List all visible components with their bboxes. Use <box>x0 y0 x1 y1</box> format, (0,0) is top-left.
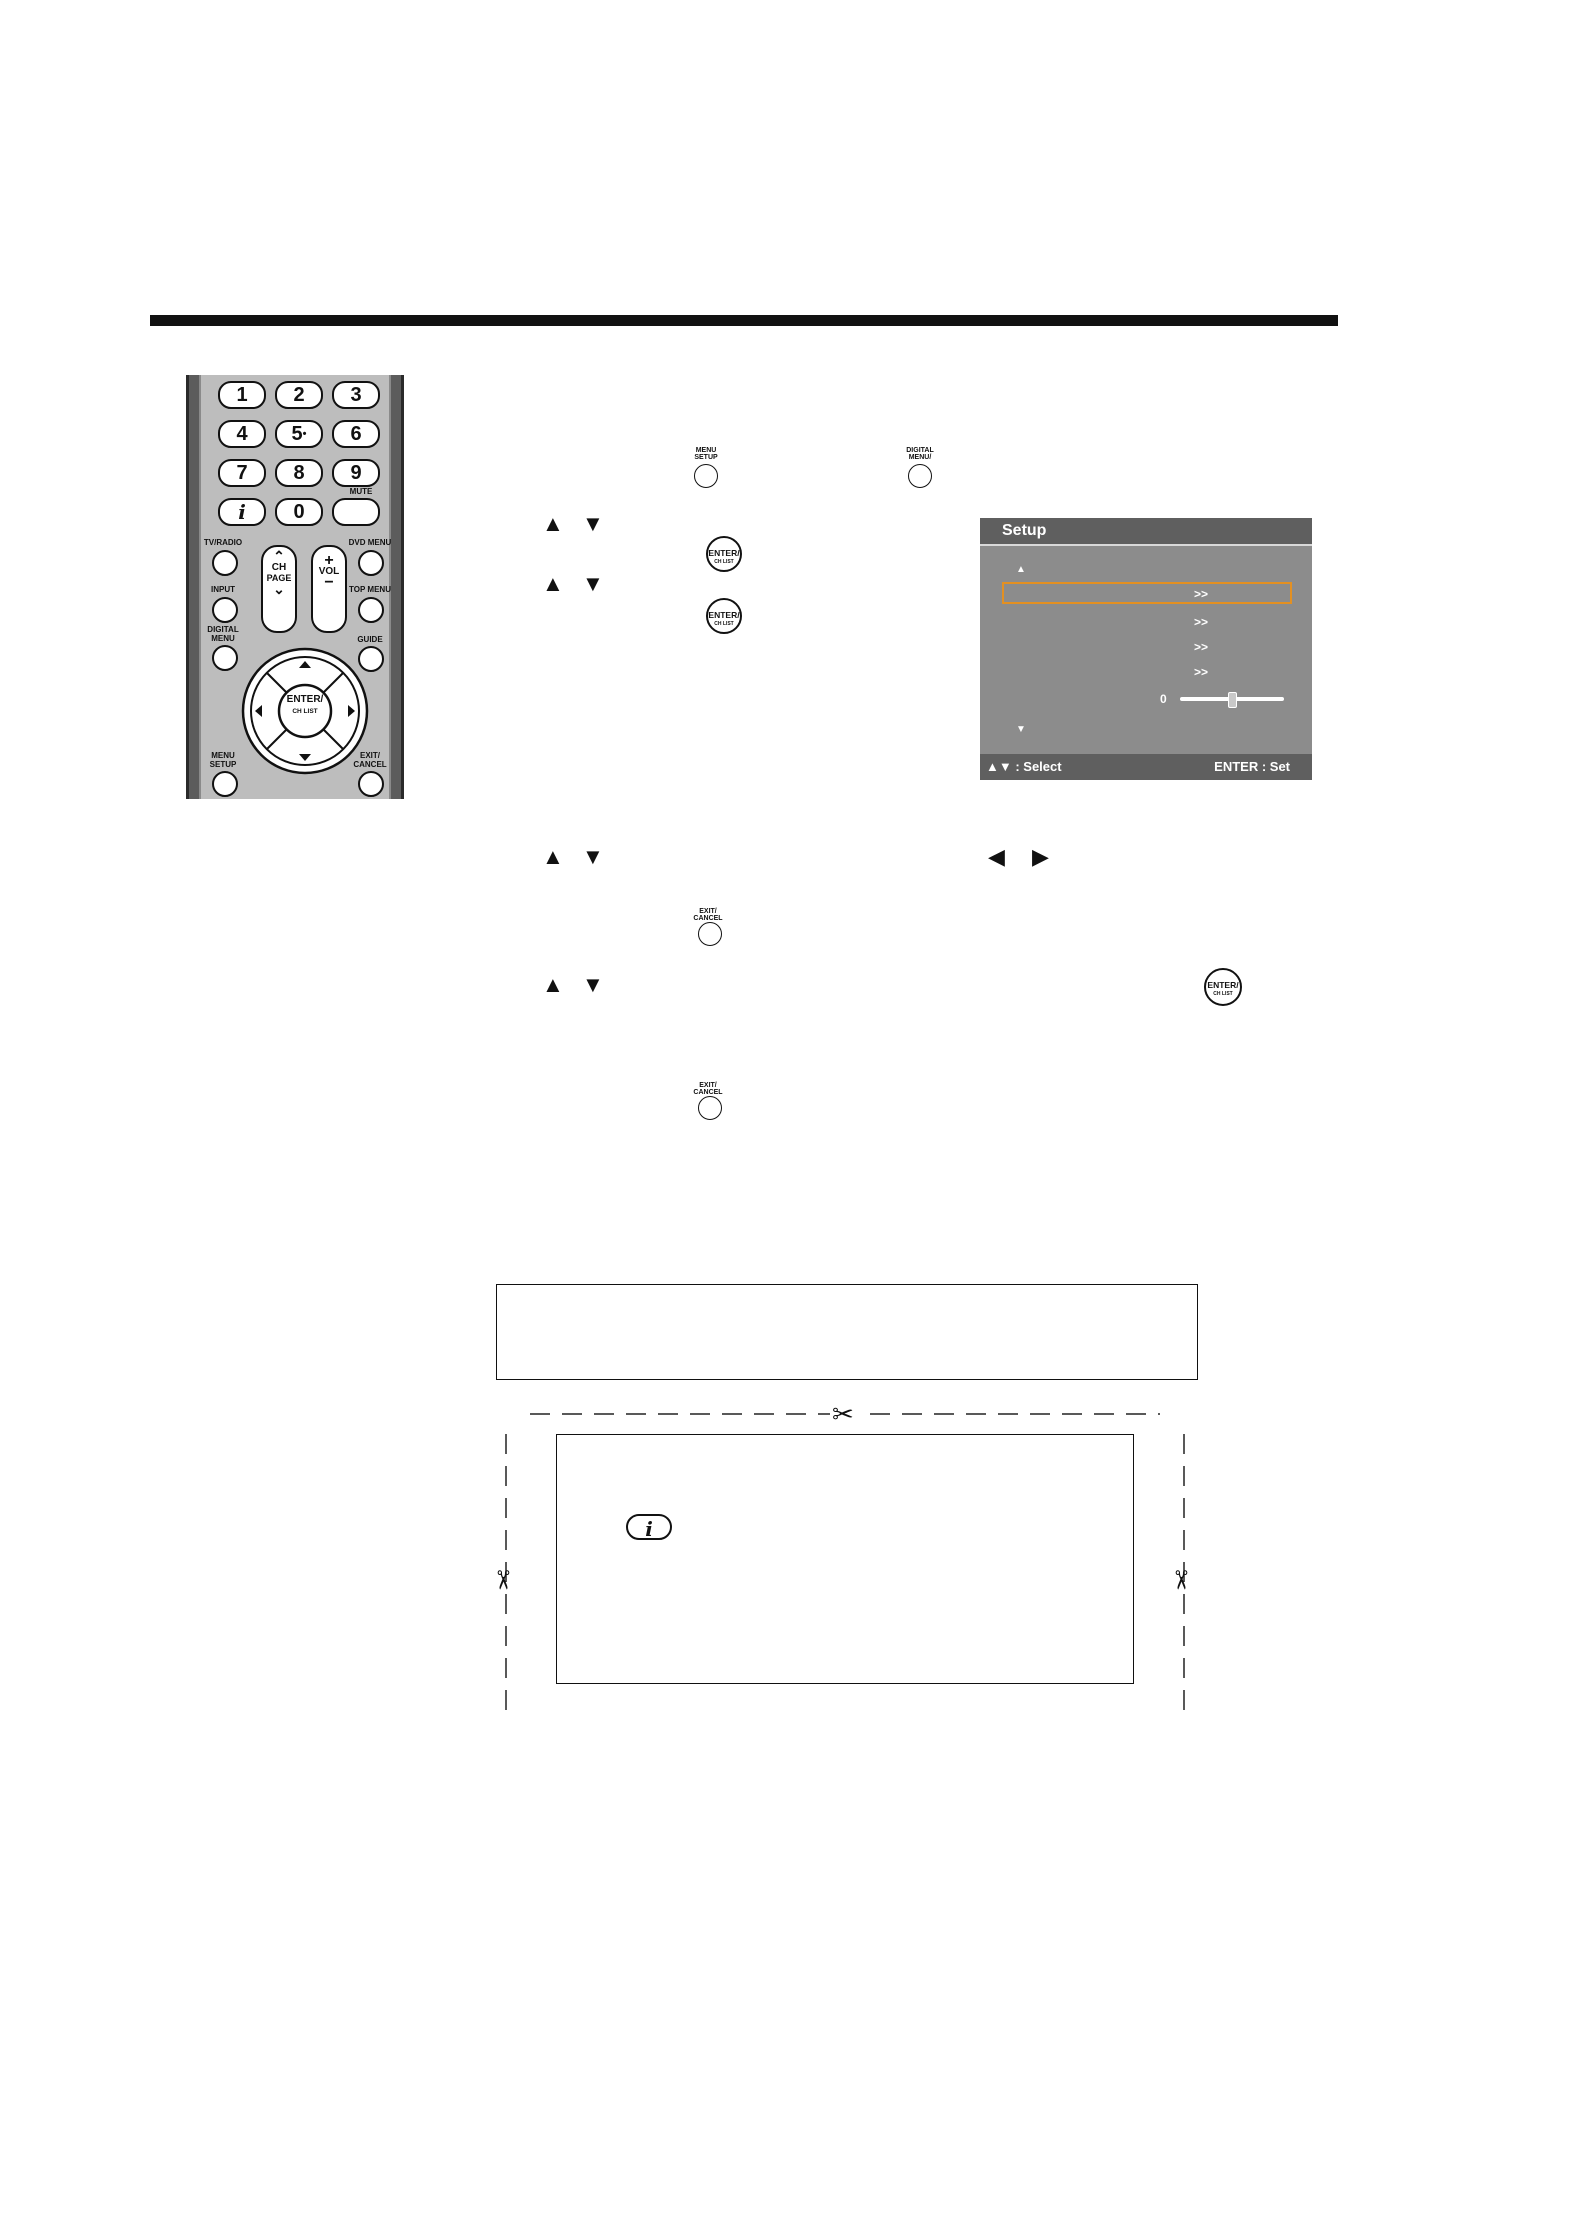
page-label: PAGE <box>266 573 292 583</box>
footer-enter-hint: ENTER : Set <box>1214 759 1290 774</box>
scroll-up-icon: ▲ <box>1016 564 1026 575</box>
down-arrow-icon: ▼ <box>582 844 604 869</box>
ch-list-label: CH LIST <box>292 708 318 715</box>
top-menu-button <box>358 597 384 623</box>
info-key: i <box>218 498 266 526</box>
guide-label: GUIDE <box>357 635 383 644</box>
vol-rocker <box>311 545 347 633</box>
menu-setup-inline-button <box>694 464 718 488</box>
up-arrow-icon: ▲ <box>542 571 564 596</box>
section-rule <box>150 315 1338 326</box>
exit-cancel-inline-button <box>698 922 722 946</box>
enter-inline-button: ENTER/ CH LIST <box>1204 968 1242 1006</box>
exit-cancel-button <box>358 771 384 797</box>
key-6: 6 <box>332 420 380 448</box>
remote-control <box>186 375 404 799</box>
input-label: INPUT <box>211 585 235 594</box>
up-arrow-icon: ▲ <box>542 972 564 997</box>
mute-key <box>332 498 380 526</box>
exit-cancel-inline-button <box>698 1096 722 1120</box>
scroll-down-icon: ▼ <box>1016 724 1026 735</box>
key-1: 1 <box>218 381 266 409</box>
key-2: 2 <box>275 381 323 409</box>
left-arrow-icon: ◀ <box>988 844 1005 869</box>
down-arrow-icon: ▼ <box>582 571 604 596</box>
top-menu-label: TOP MENU <box>349 585 391 594</box>
digital-menu-button <box>212 645 238 671</box>
submenu-arrow-4: >> <box>1194 665 1209 679</box>
digital-menu-inline-button <box>908 464 932 488</box>
footer-select-hint: ▲▼ : Select <box>986 759 1062 774</box>
chevron-up-icon: ⌃ <box>273 548 285 564</box>
cutout-card <box>556 1434 1134 1684</box>
info-key-icon: i <box>626 1514 672 1540</box>
vol-label: VOL <box>318 566 340 577</box>
setup-menu-screen <box>980 518 1312 780</box>
key-4: 4 <box>218 420 266 448</box>
ch-label: CH <box>271 562 287 573</box>
exit-cancel-inline-label: EXIT/ CANCEL <box>693 1082 723 1096</box>
key-7: 7 <box>218 459 266 487</box>
setup-menu-title: Setup <box>980 518 1312 546</box>
enter-label: ENTER/ <box>286 694 324 705</box>
note-box <box>496 1284 1198 1380</box>
chevron-down-icon: ⌄ <box>273 581 285 597</box>
plus-label: + <box>324 552 334 569</box>
menu-setup-label: MENU SETUP <box>209 751 237 769</box>
enter-inline-button: ENTER/ CH LIST <box>706 536 742 572</box>
ch-page-rocker <box>261 545 297 633</box>
slider-value: 0 <box>1160 692 1167 706</box>
selected-row-highlight <box>1002 582 1292 604</box>
up-arrow-icon: ▲ <box>542 511 564 536</box>
scissors-icon: ✂ <box>487 1569 518 1591</box>
submenu-arrow-3: >> <box>1194 640 1209 654</box>
submenu-arrow-1: >> <box>1194 587 1209 601</box>
exit-cancel-label: EXIT/ CANCEL <box>353 751 387 769</box>
down-arrow-icon: ▼ <box>582 972 604 997</box>
setup-menu-footer <box>980 754 1312 780</box>
key-8: 8 <box>275 459 323 487</box>
digital-menu-inline-label: DIGITAL MENU/ <box>906 447 934 461</box>
slider-knob <box>1228 692 1237 708</box>
menu-setup-inline-label: MENU SETUP <box>694 447 718 461</box>
scissors-icon: ✂ <box>1165 1569 1196 1591</box>
minus-label: − <box>324 574 334 591</box>
dvd-menu-button <box>358 550 384 576</box>
digital-menu-label: DIGITAL MENU <box>207 625 239 643</box>
menu-setup-button <box>212 771 238 797</box>
key-9: 9 <box>332 459 380 487</box>
input-button <box>212 597 238 623</box>
tv-radio-label: TV/RADIO <box>203 538 243 547</box>
scissors-icon: ✂ <box>832 1399 854 1429</box>
key-3: 3 <box>332 381 380 409</box>
exit-cancel-inline-label: EXIT/ CANCEL <box>693 908 723 922</box>
dvd-menu-label: DVD MENU <box>348 538 392 547</box>
key-0: 0 <box>275 498 323 526</box>
right-arrow-icon: ▶ <box>1032 844 1049 869</box>
tv-radio-button <box>212 550 238 576</box>
submenu-arrow-2: >> <box>1194 615 1209 629</box>
mute-label: MUTE <box>349 487 373 496</box>
enter-inline-button: ENTER/ CH LIST <box>706 598 742 634</box>
key-5: 5• <box>275 420 323 448</box>
up-arrow-icon: ▲ <box>542 844 564 869</box>
down-arrow-icon: ▼ <box>582 511 604 536</box>
